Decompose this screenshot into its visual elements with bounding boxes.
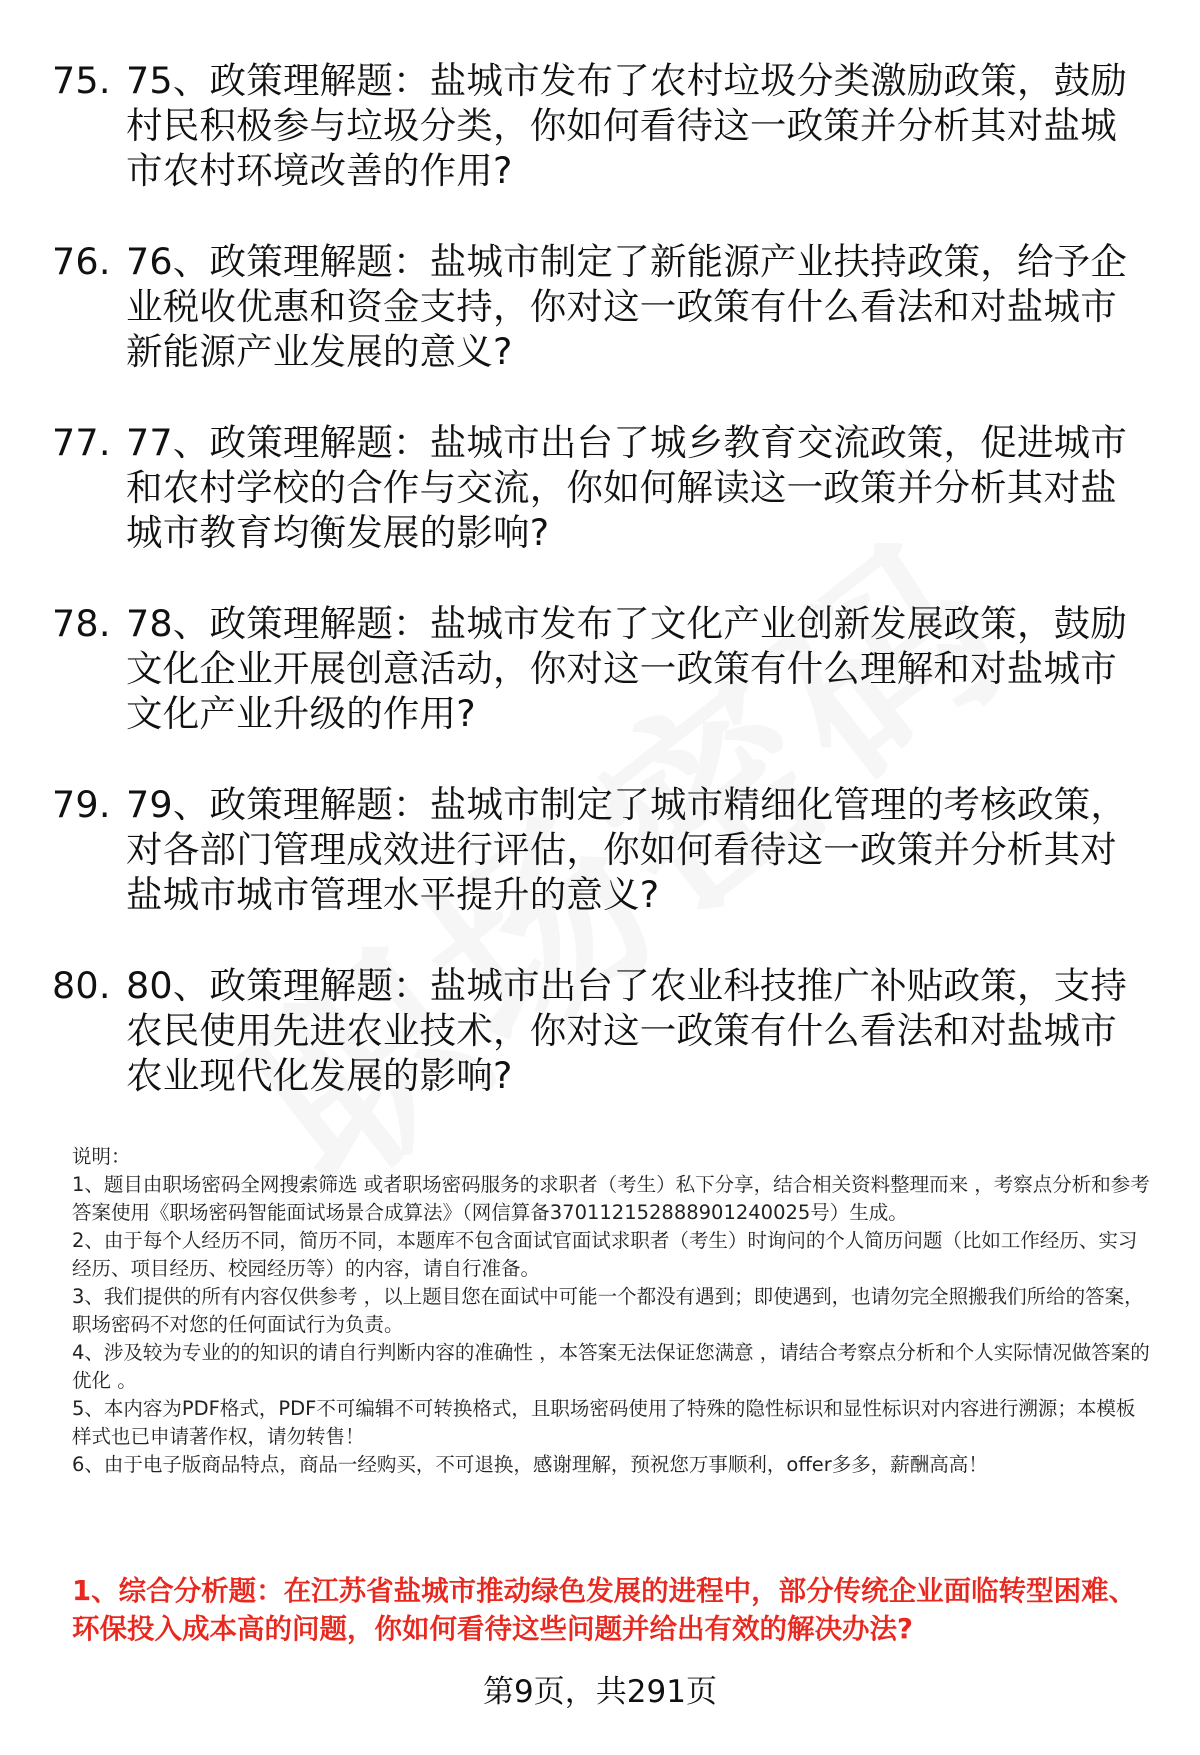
question-item — [52, 420, 1152, 555]
note-item: 6、由于电子版商品特点，商品一经购买，不可退换，感谢理解，预祝您万事顺利，offer多多，薪酬高高！ — [72, 1453, 988, 1476]
note-item: 3、我们提供的所有内容仅供参考 ，以上题目您在面试中可能一个都没有遇到；即使遇到，也请勿完全照搬我们所给的答案，职场密码不对您的任何面试行为负责。 — [72, 1285, 1144, 1336]
question-text: 75、政策理解题：盐城市发布了农村垃圾分类激励政策，鼓励村民积极参与垃圾分类，你如何看待这一政策并分析其对盐城市农村环境改善的作用? — [126, 59, 1128, 192]
page-number: 第9页，共291页 — [483, 1674, 717, 1710]
question-number: 80. — [52, 964, 111, 1007]
notes-title: 说明： — [72, 1145, 131, 1168]
question-text: 76、政策理解题：盐城市制定了新能源产业扶持政策，给予企业税收优惠和资金支持，你对这一政策有什么看法和对盐城市新能源产业发展的意义? — [126, 240, 1128, 373]
note-item: 2、由于每个人经历不同，简历不同，本题库不包含面试官面试求职者（考生）时询问的个人简历问题（比如工作经历、实习经历、项目经历、校园经历等）的内容，请自行准备。 — [72, 1229, 1138, 1280]
note-item: 1、题目由职场密码全网搜索筛选 或者职场密码服务的求职者（考生）私下分享，结合相关资料整理而来 ，考察点分析和参考答案使用《职场密码智能面试场景合成算法》（网信算备370112152888901240025号）生成。 — [72, 1173, 1150, 1224]
question-text: 80、政策理解题：盐城市出台了农业科技推广补贴政策，支持农民使用先进农业技术，你对这一政策有什么看法和对盐城市农业现代化发展的影响? — [126, 964, 1128, 1097]
question-text: 77、政策理解题：盐城市出台了城乡教育交流政策，促进城市和农村学校的合作与交流，你如何解读这一政策并分析其对盐城市教育均衡发展的影响? — [126, 421, 1128, 554]
notes-section — [72, 1143, 1152, 1479]
question-text: 79、政策理解题：盐城市制定了城市精细化管理的考核政策，对各部门管理成效进行评估，你如何看待这一政策并分析其对盐城市城市管理水平提升的意义? — [126, 783, 1128, 916]
question-number: 76. — [52, 240, 111, 283]
question-number: 77. — [52, 421, 111, 464]
highlighted-question: 1、综合分析题：在江苏省盐城市推动绿色发展的进程中，部分传统企业面临转型困难、环保投入成本高的问题，你如何看待这些问题并给出有效的解决办法? — [72, 1575, 1137, 1645]
question-item — [52, 782, 1152, 917]
note-item: 5、本内容为PDF格式，PDF不可编辑不可转换格式，且职场密码使用了特殊的隐性标识和显性标识对内容进行溯源；本模板样式也已申请著作权，请勿转售！ — [72, 1397, 1136, 1448]
question-item — [52, 963, 1152, 1098]
question-item — [52, 601, 1152, 736]
question-number: 79. — [52, 783, 111, 826]
question-list — [52, 58, 1152, 1144]
question-item — [52, 239, 1152, 374]
note-item: 4、涉及较为专业的的知识的请自行判断内容的准确性 ，本答案无法保证您满意 ，请结合考察点分析和个人实际情况做答案的优化 。 — [72, 1341, 1150, 1392]
question-number: 78. — [52, 602, 111, 645]
question-text: 78、政策理解题：盐城市发布了文化产业创新发展政策，鼓励文化企业开展创意活动，你对这一政策有什么理解和对盐城市文化产业升级的作用? — [126, 602, 1128, 735]
question-item — [52, 58, 1152, 193]
question-number: 75. — [52, 59, 111, 102]
